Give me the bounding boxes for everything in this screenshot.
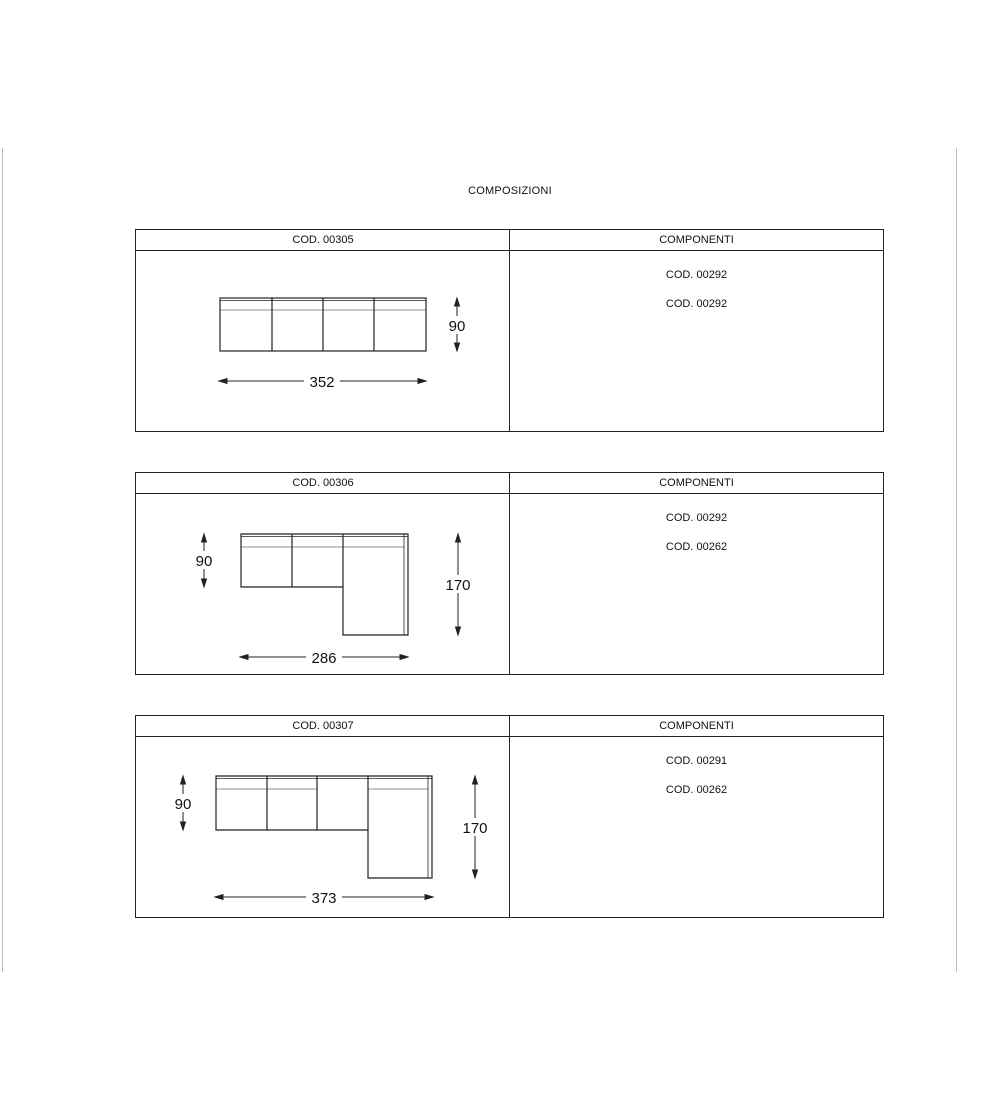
depth-dimension: 90 (195, 553, 213, 570)
depth-dimension: 90 (448, 318, 466, 335)
components-list (510, 737, 883, 917)
component-code: COD. 00262 (665, 541, 728, 553)
sofa-outline (241, 534, 408, 635)
sofa-drawing (136, 737, 509, 917)
chaise-depth-dimension: 170 (445, 577, 471, 594)
width-dimension: 286 (311, 650, 337, 667)
sofa-drawing (136, 494, 509, 674)
components-header: COMPONENTI (510, 716, 883, 737)
composition-code-header: COD. 00305 (136, 230, 510, 251)
sofa-outline (216, 776, 432, 878)
composition-code-header: COD. 00306 (136, 473, 510, 494)
sofa-plan-svg (136, 494, 509, 674)
component-code: COD. 00262 (665, 784, 728, 796)
sofa-drawing (136, 251, 509, 431)
components-list (510, 494, 883, 674)
sofa-plan-svg (136, 251, 509, 431)
components-list (510, 251, 883, 431)
sofa-plan-svg (136, 737, 509, 917)
page-title: COMPOSIZIONI (468, 185, 552, 197)
page-border-left (2, 148, 3, 972)
components-header: COMPONENTI (510, 473, 883, 494)
component-code: COD. 00292 (665, 298, 728, 310)
component-code: COD. 00291 (665, 755, 728, 767)
width-dimension: 352 (309, 374, 335, 391)
depth-dimension: 90 (174, 796, 192, 813)
page-border-right (956, 148, 957, 972)
composition-code-header: COD. 00307 (136, 716, 510, 737)
width-dimension: 373 (311, 890, 337, 907)
composition-table-00305 (135, 229, 884, 432)
composition-table-00307 (135, 715, 884, 918)
chaise-depth-dimension: 170 (462, 820, 488, 837)
component-code: COD. 00292 (665, 512, 728, 524)
components-header: COMPONENTI (510, 230, 883, 251)
composition-table-00306 (135, 472, 884, 675)
component-code: COD. 00292 (665, 269, 728, 281)
